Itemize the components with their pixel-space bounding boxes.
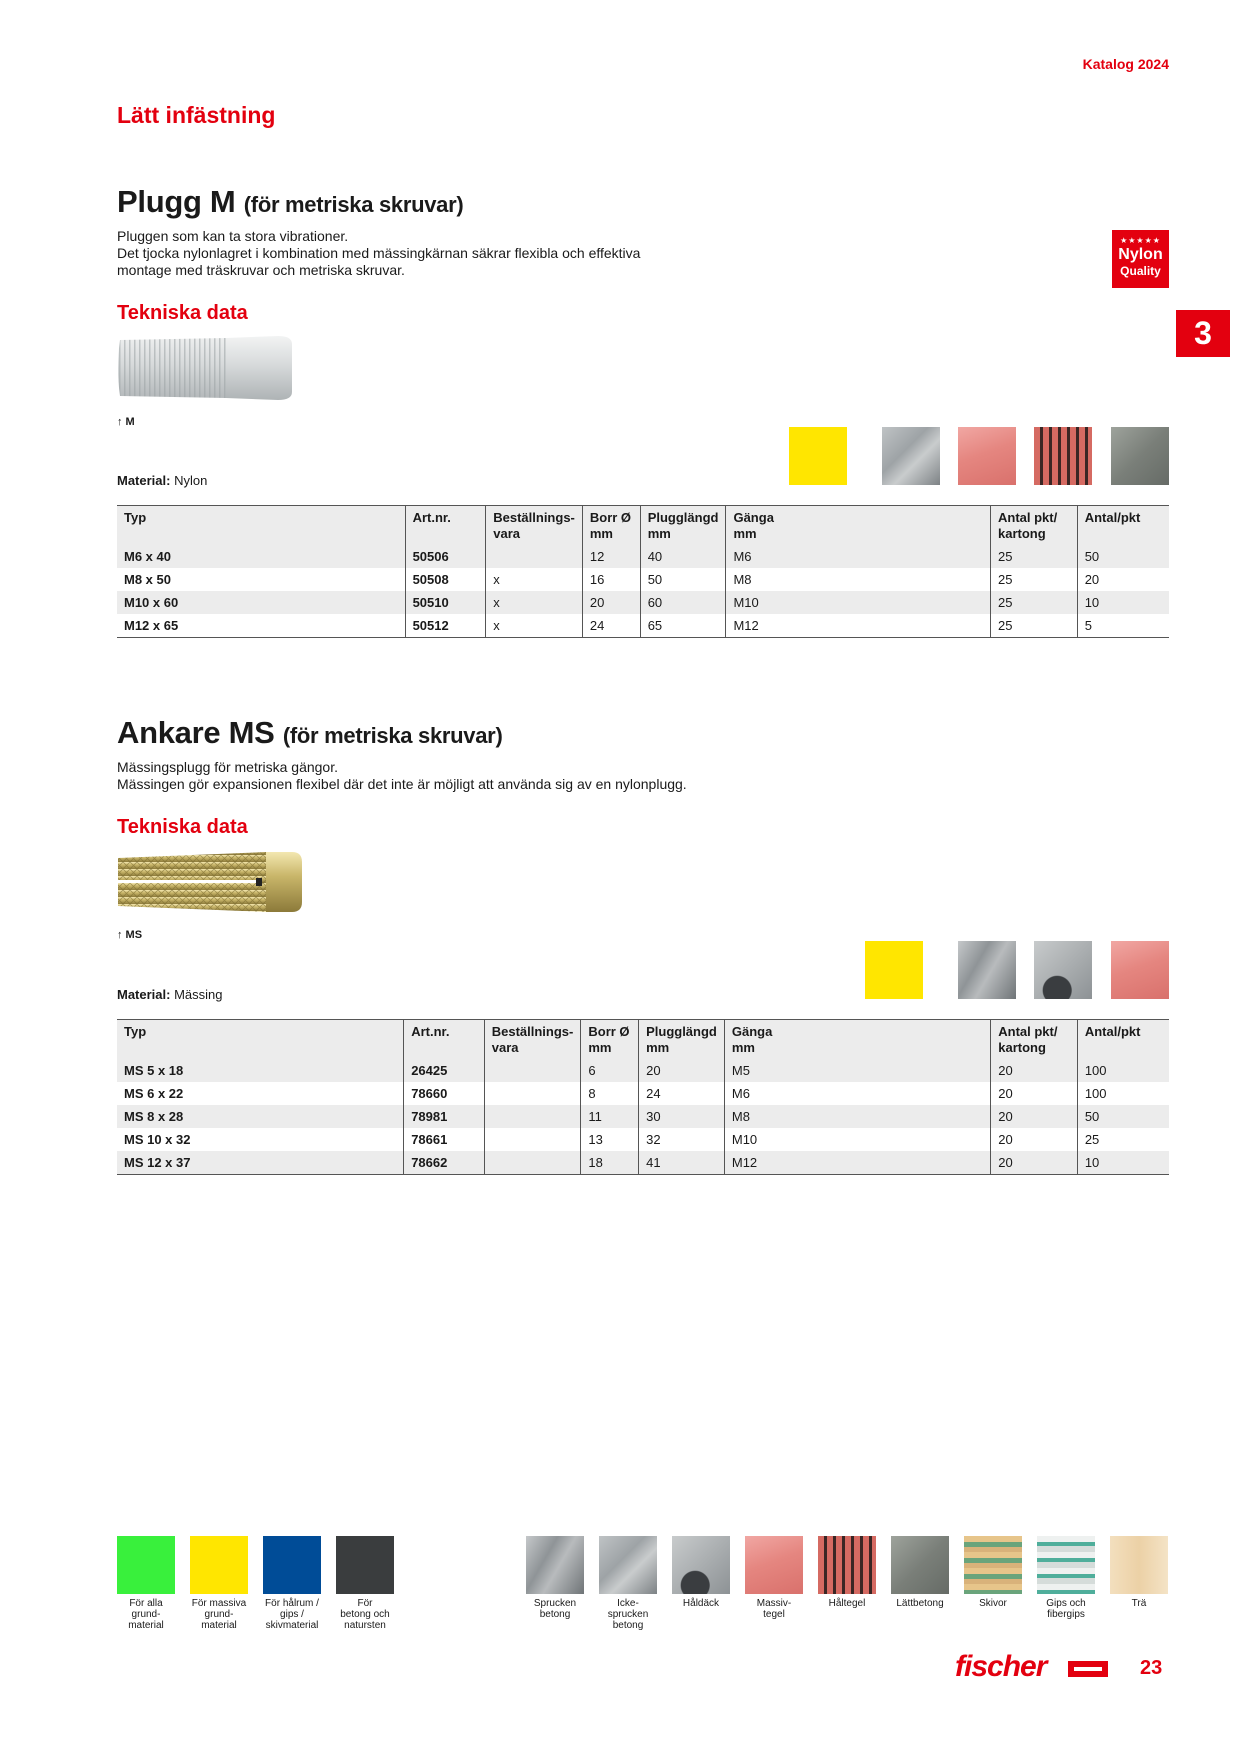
badge-stars: ★★★★★ [1120,236,1161,245]
legend-swatch-boards [964,1536,1022,1594]
product2-material [117,987,223,1002]
cell-drill: 20 [582,591,640,614]
hollow-brick-swatch [1034,427,1092,485]
col-header-thread: Gänga mm [724,1020,990,1060]
material-value: Mässing [174,987,223,1002]
table-row [117,1151,1169,1175]
cell-thread: M12 [726,614,991,638]
col-header-drill: Borr Ø mm [581,1020,639,1060]
cell-type: M12 x 65 [117,614,405,638]
product1-desc-line: Pluggen som kan ta stora vibrationer. [117,228,349,244]
hollow-deck-swatch [1034,941,1092,999]
legend-label-hollow-brick: Håltegel [828,1598,866,1609]
cell-per-pack: 50 [1077,1105,1169,1128]
cell-drill: 12 [582,545,640,568]
cell-drill: 16 [582,568,640,591]
cell-order: x [486,591,583,614]
table-row [117,1059,1169,1082]
legend-label-hollow-deck: Håldäck [682,1598,720,1609]
col-header-length: Plugglängd mm [639,1020,725,1060]
cell-length: 20 [639,1059,725,1082]
cell-drill: 13 [581,1128,639,1151]
cell-thread: M10 [724,1128,990,1151]
page-number: 23 [1140,1657,1163,1679]
material-label: Material: [117,987,171,1002]
product2-tech-heading: Tekniska data [117,816,248,838]
cell-thread: M10 [726,591,991,614]
cell-artnr: 50506 [405,545,486,568]
aerated-concrete-swatch [1111,427,1169,485]
cell-drill: 6 [581,1059,639,1082]
cell-length: 24 [639,1082,725,1105]
legend-swatch-all-materials [117,1536,175,1594]
cell-per-pack: 20 [1077,568,1169,591]
legend-swatch-hollow-brick [818,1536,876,1594]
cell-packs: 25 [991,591,1078,614]
legend-label-massive: För massiva grund- material [191,1598,247,1631]
cell-per-pack: 50 [1077,545,1169,568]
legend-swatch-aerated-concrete [891,1536,949,1594]
product2-image-caption: ↑ MS [117,929,143,941]
table-header-row [117,506,1169,546]
badge-line1: Nylon [1118,246,1163,263]
product2-desc-line: Mässingsplugg för metriska gängor. [117,759,338,775]
cell-thread: M8 [726,568,991,591]
cell-order [484,1082,581,1105]
solid-brick-swatch [1111,941,1169,999]
col-header-artnr: Art.nr. [404,1020,485,1060]
cell-artnr: 78981 [404,1105,485,1128]
cell-packs: 20 [991,1128,1078,1151]
cell-type: MS 10 x 32 [124,1132,191,1147]
cell-order [486,545,583,568]
nylon-quality-badge [1112,230,1169,288]
cell-length: 41 [639,1151,725,1175]
cell-packs: 20 [991,1082,1078,1105]
product1-desc-line: Det tjocka nylonlagret i kombination med mässingkärnan säkrar flexibla och effektiva [117,245,641,261]
legend-swatch-plasterboard [1037,1536,1095,1594]
table-row [117,1082,1169,1105]
plugg-m-image [116,332,296,404]
legend-label-all-materials: För alla grund- material [128,1598,164,1631]
product1-description [117,228,757,279]
cell-drill: 8 [581,1082,639,1105]
product2-name: Ankare MS [117,715,275,750]
product1-name: Plugg M [117,184,236,219]
product1-title [117,184,463,220]
table-row [117,1105,1169,1128]
col-header-type: Typ [117,506,405,546]
cell-thread: M8 [724,1105,990,1128]
cell-order [484,1128,581,1151]
cell-thread: M6 [724,1082,990,1105]
cell-type: MS 12 x 37 [117,1151,404,1175]
col-header-per-pack: Antal/pkt [1077,1020,1169,1060]
cell-length: 65 [640,614,726,638]
section-title: Lätt infästning [117,102,276,128]
massive-material-swatch [789,427,847,485]
product1-subtitle: (för metriska skruvar) [243,192,464,217]
legend-swatch-hollow [263,1536,321,1594]
legend-swatch-uncracked-concrete [599,1536,657,1594]
cell-artnr: 78661 [404,1128,485,1151]
chapter-tab[interactable]: 3 [1176,310,1230,357]
legend-swatch-concrete-stone [336,1536,394,1594]
cell-type: MS 6 x 22 [124,1086,184,1101]
table-row [117,545,1169,568]
legend-label-uncracked-concrete: Icke- sprucken betong [607,1598,649,1631]
col-header-artnr: Art.nr. [405,506,486,546]
col-header-order: Beställnings- vara [484,1020,581,1060]
col-header-length: Plugglängd mm [640,506,726,546]
table-row [117,1128,1169,1151]
cell-order [484,1105,581,1128]
cell-artnr: 50508 [405,568,486,591]
legend-swatch-wood [1110,1536,1168,1594]
cell-per-pack: 5 [1077,614,1169,638]
catalog-label: Katalog 2024 [1082,56,1169,72]
cell-drill: 11 [581,1105,639,1128]
cell-order: x [486,614,583,638]
cell-packs: 25 [991,614,1078,638]
massive-material-swatch [865,941,923,999]
legend-label-cracked-concrete: Sprucken betong [533,1598,577,1620]
legend-label-concrete-stone: För betong och natursten [340,1598,390,1631]
cell-length: 60 [640,591,726,614]
cell-length: 40 [640,545,726,568]
cell-drill: 18 [581,1151,639,1175]
cell-length: 32 [639,1128,725,1151]
cell-type: M6 x 40 [117,545,405,568]
product2-table [117,1019,1169,1175]
cell-packs: 20 [991,1105,1078,1128]
cell-thread: M12 [724,1151,990,1175]
cell-per-pack: 100 [1077,1082,1169,1105]
cell-per-pack: 25 [1077,1128,1169,1151]
cell-artnr: 50510 [405,591,486,614]
col-header-packs: Antal pkt/ kartong [991,506,1078,546]
fischer-logo: fischer [955,1650,1047,1683]
material-label: Material: [117,473,171,488]
cell-per-pack: 10 [1077,591,1169,614]
product1-tech-heading: Tekniska data [117,302,248,324]
cell-type: MS 8 x 28 [117,1105,404,1128]
legend-swatch-cracked-concrete [526,1536,584,1594]
fischer-logo-icon [1068,1661,1108,1677]
product1-image-caption: ↑ M [117,416,135,428]
legend-swatch-solid-brick [745,1536,803,1594]
cell-packs: 20 [991,1151,1078,1175]
product2-desc-line: Mässingen gör expansionen flexibel där det inte är möjligt att använda sig av en nylonplugg. [117,776,687,792]
table-row [117,591,1169,614]
uncracked-concrete-swatch [882,427,940,485]
cell-drill: 24 [582,614,640,638]
cell-order: x [486,568,583,591]
legend-swatch-hollow-deck [672,1536,730,1594]
legend-label-solid-brick: Massiv- tegel [756,1598,792,1620]
product1-material [117,473,207,488]
legend-label-hollow: För hålrum / gips / skivmaterial [265,1598,319,1631]
cell-artnr: 78660 [404,1082,485,1105]
cell-per-pack: 100 [1077,1059,1169,1082]
cell-packs: 20 [991,1059,1078,1082]
cell-length: 50 [640,568,726,591]
table-row [117,568,1169,591]
product1-desc-line: montage med träskruvar och metriska skruvar. [117,262,405,278]
table-header-row [117,1020,1169,1060]
cell-length: 30 [639,1105,725,1128]
col-header-per-pack: Antal/pkt [1077,506,1169,546]
legend-label-boards: Skivor [979,1598,1007,1609]
cell-order [484,1151,581,1175]
cell-packs: 25 [991,568,1078,591]
product2-title [117,715,502,751]
legend-label-aerated-concrete: Lättbetong [896,1598,944,1609]
cell-type: M8 x 50 [124,572,171,587]
legend-label-wood: Trä [1131,1598,1147,1609]
ankare-ms-image [116,848,306,916]
col-header-drill: Borr Ø mm [582,506,640,546]
legend-label-plasterboard: Gips och fibergips [1046,1598,1086,1620]
cell-per-pack: 10 [1077,1151,1169,1175]
col-header-thread: Gänga mm [726,506,991,546]
cell-packs: 25 [991,545,1078,568]
cell-artnr: 78662 [404,1151,485,1175]
cell-thread: M5 [724,1059,990,1082]
legend-swatch-massive [190,1536,248,1594]
product2-subtitle: (för metriska skruvar) [282,723,503,748]
cell-type: M10 x 60 [117,591,405,614]
cracked-concrete-swatch [958,941,1016,999]
product2-description [117,759,877,793]
col-header-order: Beställnings- vara [486,506,583,546]
cell-artnr: 26425 [404,1059,485,1082]
cell-thread: M6 [726,545,991,568]
table-row [117,614,1169,638]
cell-type: MS 5 x 18 [117,1059,404,1082]
material-value: Nylon [174,473,208,488]
solid-brick-swatch [958,427,1016,485]
col-header-type: Typ [117,1020,404,1060]
col-header-packs: Antal pkt/ kartong [991,1020,1078,1060]
cell-artnr: 50512 [405,614,486,638]
product1-table [117,505,1169,638]
badge-line2: Quality [1120,264,1161,278]
cell-order [484,1059,581,1082]
